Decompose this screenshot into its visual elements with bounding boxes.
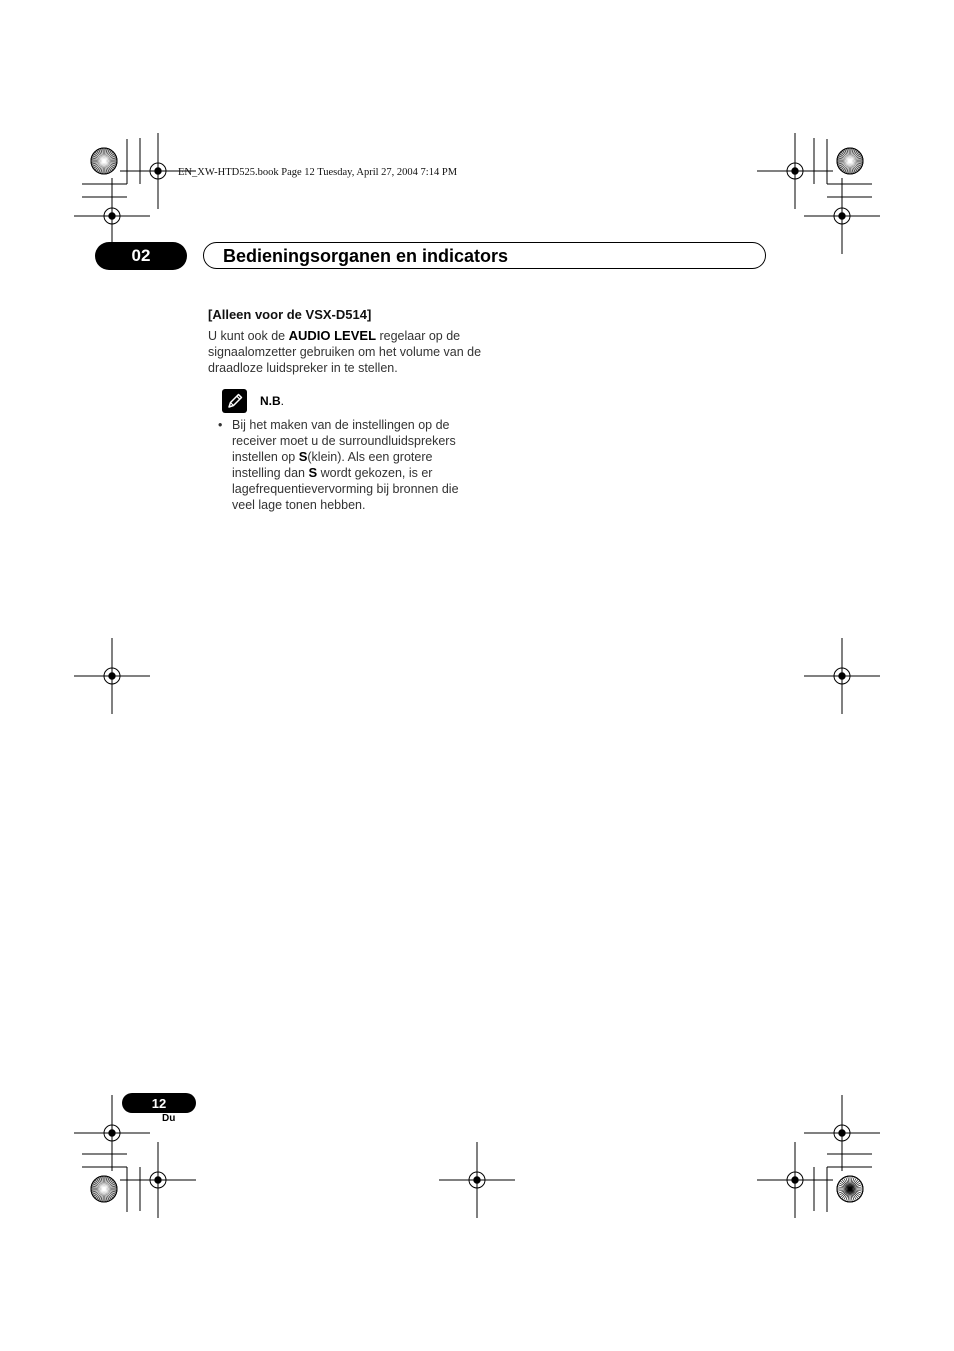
pencil-icon [222,389,247,413]
list-item [218,417,483,513]
registration-dot [155,1177,161,1183]
body-paragraph [208,328,483,376]
para-text-2: regelaar op de signaalomzetter gebruiken om het volume van de draadloze luidspreker in te stellen. [208,329,482,375]
bullet-bold-2: S [308,465,318,480]
registration-dot [839,213,845,219]
registration-dot [474,1177,480,1183]
bullet-dot: • [218,418,223,432]
chapter-number: 02 [131,246,151,265]
registration-dot [839,673,845,679]
para-text-1: U kunt ook de [208,329,289,343]
registration-dot [109,673,115,679]
registration-dot [109,213,115,219]
registration-dot [839,1130,845,1136]
registration-dot [155,168,161,174]
pencil-note-icon [222,389,247,413]
bullet-bold-1: S [298,449,308,464]
bullet-text-3: wordt gekozen, is er lagefrequentievervorming bij bronnen die veel lage tonen hebben. [232,466,459,512]
page-number-badge [122,1093,196,1113]
registration-dot [792,168,798,174]
audio-level-control: AUDIO LEVEL [288,328,377,343]
note-label-text: N.B [260,394,281,408]
page-language: Du [162,1113,176,1124]
note-list [218,417,483,513]
bullet-text-2: (klein). Als een grotere instelling dan [232,450,433,480]
note-label-suffix: . [280,394,285,408]
print-header: EN_XW-HTD525.book Page 12 Tuesday, April 27, 2004 7:14 PM [178,167,458,178]
chapter-number-badge [95,242,187,270]
bullet-text-1: Bij het maken van de instellingen op de receiver moet u de surroundluidsprekers instellen op [232,418,456,464]
registration-dot [109,1130,115,1136]
section-heading: [Alleen voor de VSX-D514] [208,307,372,322]
chapter-title: Bedieningsorganen en indicators [223,246,509,266]
note-label [260,394,284,408]
page-number: 12 [151,1095,167,1111]
registration-dot [792,1177,798,1183]
